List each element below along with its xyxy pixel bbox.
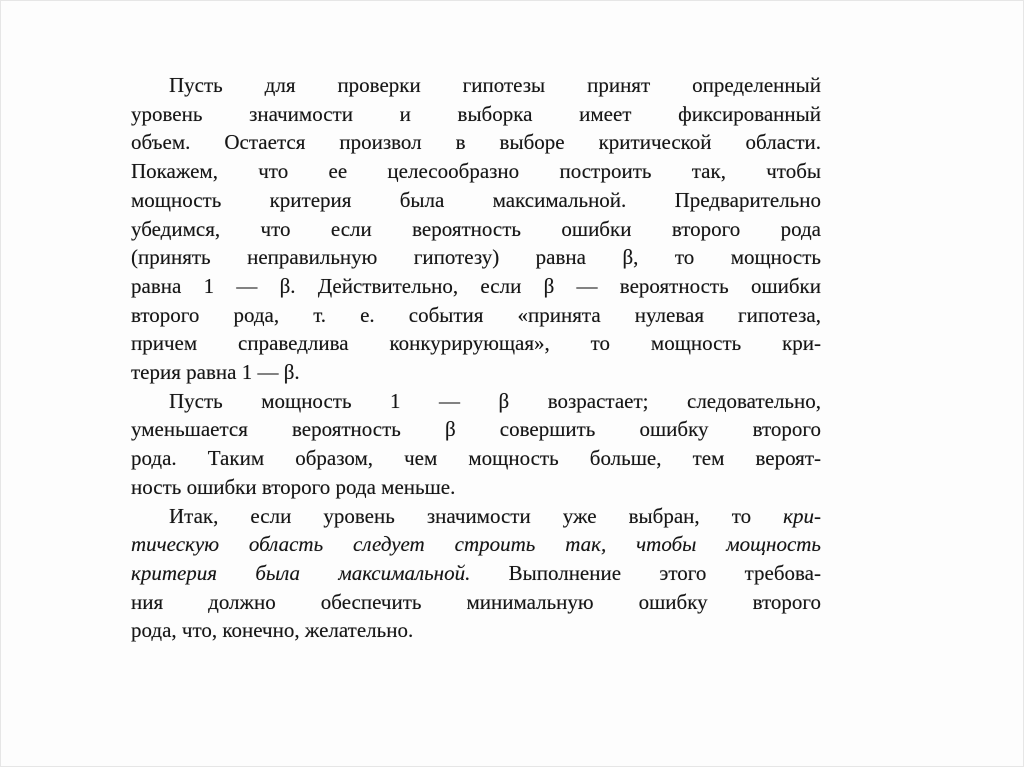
text-line: [131, 301, 821, 330]
text-segment: уменьшается вероятность β совершить ошибку второго: [131, 417, 821, 442]
text-line: [131, 186, 821, 215]
text-line: [131, 473, 821, 502]
text-segment: рода, что, конечно, желательно.: [131, 618, 414, 643]
text-line: [131, 71, 821, 100]
text-line: [131, 358, 821, 387]
text-line: [131, 272, 821, 301]
text-segment: (принять неправильную гипотезу) равна β, то мощность: [131, 245, 821, 270]
text-line: [131, 559, 821, 588]
text-line: [131, 415, 821, 444]
text-segment: объем. Остается произвол в выборе критической области.: [131, 130, 821, 155]
text-segment: второго рода, т. е. события «принята нулевая гипотеза,: [131, 302, 821, 327]
text-segment: ния должно обеспечить минимальную ошибку второго: [131, 589, 821, 614]
text-line: [131, 588, 821, 617]
text-line: [131, 616, 821, 645]
text-line: [131, 215, 821, 244]
text-segment: Выполнение этого требова-: [470, 560, 821, 585]
text-line: [131, 243, 821, 272]
text-segment: критерия была максимальной.: [131, 560, 471, 585]
text-segment: уровень значимости и выборка имеет фиксированный: [131, 101, 821, 126]
text-segment: кри-: [783, 503, 821, 528]
text-segment: причем справедлива конкурирующая», то мощность кри-: [131, 331, 821, 356]
text-segment: Итак, если уровень значимости уже выбран, то: [169, 503, 784, 528]
text-line: [131, 100, 821, 129]
text-segment: тическую область следует строить так, чтобы мощность: [131, 532, 821, 557]
text-segment: Покажем, что ее целесообразно построить так, чтобы: [131, 159, 821, 184]
text-line: [131, 387, 821, 416]
text-segment: равна 1 — β. Действительно, если β — вероятность ошибки: [131, 273, 821, 298]
text-line: [131, 530, 821, 559]
text-segment: убедимся, что если вероятность ошибки второго рода: [131, 216, 821, 241]
text-line: [131, 502, 821, 531]
text-block: [131, 71, 821, 645]
text-segment: ность ошибки второго рода меньше.: [131, 474, 456, 499]
text-segment: терия равна 1 — β.: [131, 360, 300, 385]
text-line: [131, 329, 821, 358]
text-line: [131, 128, 821, 157]
text-segment: Пусть мощность 1 — β возрастает; следовательно,: [169, 388, 821, 413]
text-segment: рода. Таким образом, чем мощность больше, тем вероят-: [131, 446, 821, 471]
text-line: [131, 444, 821, 473]
text-segment: Пусть для проверки гипотезы принят определенный: [169, 73, 821, 97]
text-segment: мощность критерия была максимальной. Предварительно: [131, 187, 821, 212]
text-line: [131, 157, 821, 186]
